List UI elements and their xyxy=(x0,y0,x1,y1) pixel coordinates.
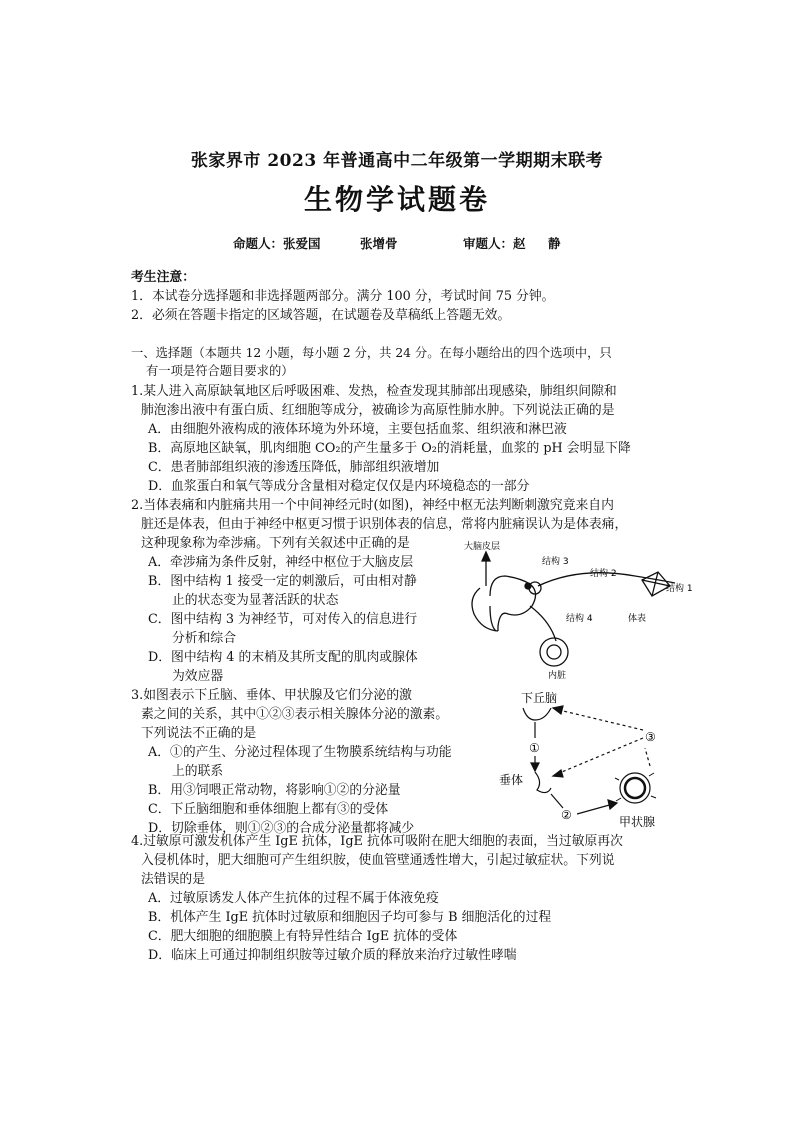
q3-option-a-cont: 上的联系 xyxy=(172,764,224,779)
q3-stem: 3.如图表示下丘脑、垂体、甲状腺及它们分泌的激 xyxy=(131,688,412,703)
q2-option-c: C．图中结构 3 为神经节，可对传入的信息进行 xyxy=(148,612,418,627)
q4-option-a: A．过敏原诱发人体产生抗体的过程不属于体液免疫 xyxy=(148,891,439,906)
q3-option-a: A．①的产生、分泌过程体现了生物膜系统结构与功能 xyxy=(148,745,452,760)
q2-option-b-cont: 止的状态变为显著活跃的状态 xyxy=(172,593,339,608)
label-structure-4: 结构 4 xyxy=(566,614,593,624)
q4-option-d: D．临床上可通过抑制组织胺等过敏介质的释放来治疗过敏性哮喘 xyxy=(148,948,517,963)
q3-option-c: C．下丘脑细胞和垂体细胞上都有③的受体 xyxy=(148,802,389,817)
q4-option-b: B．机体产生 IgE 抗体时过敏原和细胞因子均可参与 B 细胞活化的过程 xyxy=(148,910,552,925)
q1-option-b: B．高原地区缺氧，肌肉细胞 CO₂的产生量多于 O₂的消耗量，血浆的 pH 会明显下降 xyxy=(148,441,631,456)
label-pituitary: 垂体 xyxy=(499,773,524,787)
q2-stem: 这种现象称为牵涉痛。下列有关叙述中正确的是 xyxy=(141,536,410,551)
label-thyroid: 甲状腺 xyxy=(619,815,656,829)
q2-option-c-cont: 分析和综合 xyxy=(172,631,236,646)
q4-stem: 4.过敏原可激发机体产生 IgE 抗体，IgE 抗体可吸附在肥大细胞的表面，当过敏原再次 xyxy=(131,834,623,849)
q1-option-c: C．患者肺部组织液的渗透压降低，肺部组织液增加 xyxy=(148,460,440,475)
q2-option-b: B．图中结构 1 接受一定的刺激后，可由相对静 xyxy=(148,574,417,589)
subject-title: 生物学试题卷 xyxy=(303,183,490,216)
q2-option-d-cont: 为效应器 xyxy=(172,669,224,684)
setter-label: 命题人：张爱国 xyxy=(233,236,321,251)
q2-stem: 2.当体表痛和内脏痛共用一个中间神经元时(如图)，神经中枢无法判断刺激究竟来自内 xyxy=(131,498,614,513)
q4-stem: 法错误的是 xyxy=(141,872,205,887)
section-heading: 一、选择题（本题共 12 小题，每小题 2 分，共 24 分。在每小题给出的四个选项中，只 xyxy=(131,346,612,360)
q1-stem: 1.某人进入高原缺氧地区后呼吸困难、发热，检查发现其肺部出现感染，肺组织间隙和 xyxy=(131,384,617,399)
q2-stem: 脏还是体表，但由于神经中枢更习惯于识别体表的信息，常将内脏痛误认为是体表痛， xyxy=(141,517,628,532)
q2-option-a: A．牵涉痛为条件反射，神经中枢位于大脑皮层 xyxy=(148,555,414,570)
reviewer-label: 审题人：赵 xyxy=(463,236,526,251)
label-hormone-2: ② xyxy=(561,808,572,822)
label-hypothalamus: 下丘脑 xyxy=(521,691,558,705)
hormone-regulation-diagram xyxy=(495,686,695,836)
label-hormone-3: ③ xyxy=(645,730,656,744)
label-hormone-1: ① xyxy=(529,741,540,755)
label-body-surface: 体表 xyxy=(628,614,647,624)
q4-option-c: C．肥大细胞的细胞膜上有特异性结合 IgE 抗体的受体 xyxy=(148,929,458,944)
exam-title: 张家界市 2023 年普通高中二年级第一学期期末联考 xyxy=(190,151,604,171)
q3-stem: 下列说法不正确的是 xyxy=(141,726,257,741)
label-cortex: 大脑皮层 xyxy=(464,542,501,552)
q2-option-d: D．图中结构 4 的末梢及其所支配的肌肉或腺体 xyxy=(148,650,418,665)
reviewer-2: 静 xyxy=(548,236,561,251)
label-structure-1: 结构 1 xyxy=(666,584,693,594)
section-heading-cont: 有一项是符合题目要求的） xyxy=(146,364,294,378)
setter-2: 张增骨 xyxy=(360,236,398,251)
q3-option-d: D．切除垂体，则①②③的合成分泌量都将减少 xyxy=(148,821,415,836)
notice-item: 1．本试卷分选择题和非选择题两部分。满分 100 分，考试时间 75 分钟。 xyxy=(131,289,555,304)
q1-stem: 肺泡渗出液中有蛋白质、红细胞等成分，被确诊为高原性肺水肿。下列说法正确的是 xyxy=(141,403,615,418)
label-viscera: 内脏 xyxy=(548,671,567,681)
notice-heading: 考生注意： xyxy=(131,270,195,285)
notice-item: 2．必须在答题卡指定的区域答题，在试题卷及草稿纸上答题无效。 xyxy=(131,308,511,323)
q3-stem: 素之间的关系，其中①②③表示相关腺体分泌的激素。 xyxy=(141,707,449,722)
label-structure-2: 结构 2 xyxy=(590,569,617,579)
q3-option-b: B．用③饲喂正常动物，将影响①②的分泌量 xyxy=(148,783,401,798)
label-structure-3: 结构 3 xyxy=(542,557,569,567)
reflex-pathway-diagram xyxy=(460,536,700,686)
q1-option-d: D．血浆蛋白和氧气等成分含量相对稳定仅仅是内环境稳态的一部分 xyxy=(148,479,530,494)
q1-option-a: A．由细胞外液构成的液体环境为外环境，主要包括血浆、组织液和淋巴液 xyxy=(148,422,567,437)
q4-stem: 入侵机体时，肥大细胞可产生组织胺，使血管壁通透性增大，引起过敏症状。下列说 xyxy=(141,853,615,868)
